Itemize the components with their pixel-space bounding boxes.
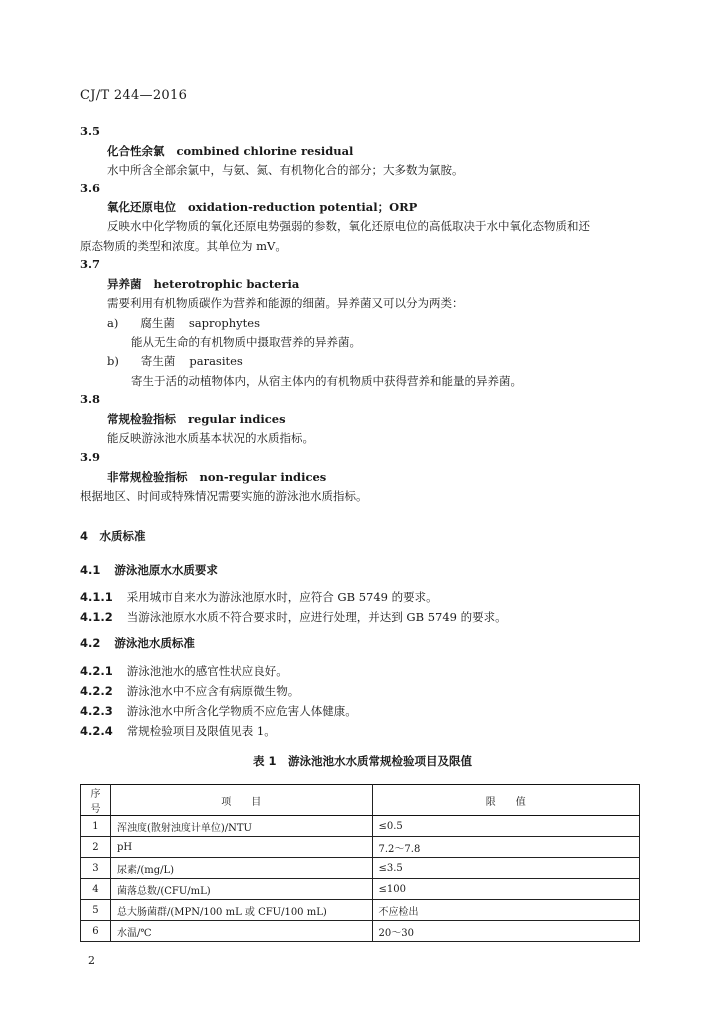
term-heading xyxy=(107,469,326,485)
clause-number: 3.9 xyxy=(80,450,101,464)
row-index: 3 xyxy=(81,858,111,879)
term-heading xyxy=(107,199,417,215)
subterm-english: saprophytes xyxy=(188,316,260,330)
section-heading: 4 水质标准 xyxy=(80,529,146,543)
row-item: 水温/℃ xyxy=(110,921,372,942)
table-header-row xyxy=(81,785,640,816)
row-item: 菌落总数/(CFU/mL) xyxy=(110,879,372,900)
term-definition: 需要利用有机物质碳作为营养和能源的细菌。异养菌又可以分为两类： xyxy=(107,296,464,310)
row-index: 1 xyxy=(81,816,111,837)
subterm-chinese: 寄生菌 xyxy=(140,354,176,368)
term-english: combined chlorine residual xyxy=(176,144,354,158)
row-item: 浑浊度(散射浊度计单位)/NTU xyxy=(110,816,372,837)
term-chinese: 非常规检验指标 xyxy=(107,470,188,484)
list-marker: b) xyxy=(107,354,119,368)
term-definition-continued: 原态物质的类型和浓度。其单位为 mV。 xyxy=(80,239,287,253)
clause-number: 4.1.1 xyxy=(80,590,113,604)
column-header-index: 序号 xyxy=(81,785,111,816)
subterm-chinese: 腐生菌 xyxy=(140,316,175,330)
table-row xyxy=(81,900,640,921)
water-quality-table xyxy=(80,784,640,942)
clause-number: 3.8 xyxy=(80,392,101,406)
table-row xyxy=(81,879,640,900)
subsection-title: 游泳池原水水质要求 xyxy=(114,563,218,577)
term-chinese: 异养菌 xyxy=(107,277,142,291)
row-index: 6 xyxy=(81,921,111,942)
term-heading xyxy=(107,276,299,292)
clause-number: 4.2.1 xyxy=(80,664,113,678)
clause-number: 3.5 xyxy=(80,124,101,138)
table-row xyxy=(81,837,640,858)
list-item-b xyxy=(107,353,243,369)
row-limit: ≤3.5 xyxy=(372,858,639,879)
table-caption: 表 1 游泳池池水水质常规检验项目及限值 xyxy=(252,754,472,768)
row-limit: ≤100 xyxy=(372,879,639,900)
row-limit: ≤0.5 xyxy=(372,816,639,837)
table-row xyxy=(81,921,640,942)
subsection-heading xyxy=(80,635,195,651)
clause-text: 常规检验项目及限值见表 1。 xyxy=(126,724,276,738)
row-item: 总大肠菌群/(MPN/100 mL 或 CFU/100 mL) xyxy=(110,900,372,921)
document-code: CJ/T 244—2016 xyxy=(80,88,188,103)
term-english: regular indices xyxy=(188,412,286,426)
clause xyxy=(80,723,276,739)
clause-text: 游泳池水中所含化学物质不应危害人体健康。 xyxy=(126,704,357,718)
term-english: oxidation-reduction potential；ORP xyxy=(188,200,418,214)
subsection-number: 4.1 xyxy=(80,563,101,577)
clause-number: 4.2.4 xyxy=(80,724,113,738)
subterm-definition: 能从无生命的有机物质中摄取营养的异养菌。 xyxy=(131,335,361,349)
subterm-english: parasites xyxy=(189,354,243,368)
clause xyxy=(80,589,438,605)
clause-text: 采用城市自来水为游泳池原水时，应符合 GB 5749 的要求。 xyxy=(126,590,438,604)
list-item-a xyxy=(107,315,260,331)
term-definition: 水中所含全部余氯中，与氨、氮、有机物化合的部分；大多数为氯胺。 xyxy=(107,163,464,177)
row-item: 尿素/(mg/L) xyxy=(110,858,372,879)
clause-number: 4.1.2 xyxy=(80,610,113,624)
clause-number: 3.7 xyxy=(80,257,101,271)
clause-number: 3.6 xyxy=(80,181,101,195)
row-limit: 7.2～7.8 xyxy=(372,837,639,858)
term-english: non-regular indices xyxy=(199,470,327,484)
clause xyxy=(80,703,357,719)
column-header-item: 项 目 xyxy=(110,785,372,816)
term-heading xyxy=(107,411,286,427)
table-row xyxy=(81,858,640,879)
clause xyxy=(80,683,299,699)
row-index: 4 xyxy=(81,879,111,900)
column-header-limit: 限 值 xyxy=(372,785,639,816)
clause xyxy=(80,609,507,625)
row-index: 2 xyxy=(81,837,111,858)
row-limit: 不应检出 xyxy=(372,900,639,921)
clause-text: 游泳池池水的感官性状应良好。 xyxy=(126,664,288,678)
list-marker: a) xyxy=(107,316,119,330)
clause-number: 4.2.3 xyxy=(80,704,113,718)
term-chinese: 化合性余氯 xyxy=(107,144,165,158)
row-item: pH xyxy=(110,837,372,858)
term-definition: 能反映游泳池水质基本状况的水质指标。 xyxy=(107,431,314,445)
subsection-number: 4.2 xyxy=(80,636,101,650)
term-chinese: 氧化还原电位 xyxy=(107,200,176,214)
subsection-heading xyxy=(80,562,218,578)
row-index: 5 xyxy=(81,900,111,921)
clause-number: 4.2.2 xyxy=(80,684,113,698)
subterm-definition: 寄生于活的动植物体内，从宿主体内的有机物质中获得营养和能量的异养菌。 xyxy=(131,374,522,388)
table-row xyxy=(81,816,640,837)
term-definition: 反映水中化学物质的氧化还原电势强弱的参数，氧化还原电位的高低取决于水中氧化态物质和还 xyxy=(107,219,590,233)
page-number: 2 xyxy=(88,954,95,967)
term-chinese: 常规检验指标 xyxy=(107,412,176,426)
clause-text: 当游泳池原水水质不符合要求时，应进行处理，并达到 GB 5749 的要求。 xyxy=(126,610,507,624)
subsection-title: 游泳池水质标准 xyxy=(114,636,195,650)
term-heading xyxy=(107,143,353,159)
term-english: heterotrophic bacteria xyxy=(153,277,300,291)
clause-text: 游泳池水中不应含有病原微生物。 xyxy=(126,684,300,698)
term-definition: 根据地区、时间或特殊情况需要实施的游泳池水质指标。 xyxy=(80,489,368,503)
clause xyxy=(80,663,288,679)
row-limit: 20～30 xyxy=(372,921,639,942)
